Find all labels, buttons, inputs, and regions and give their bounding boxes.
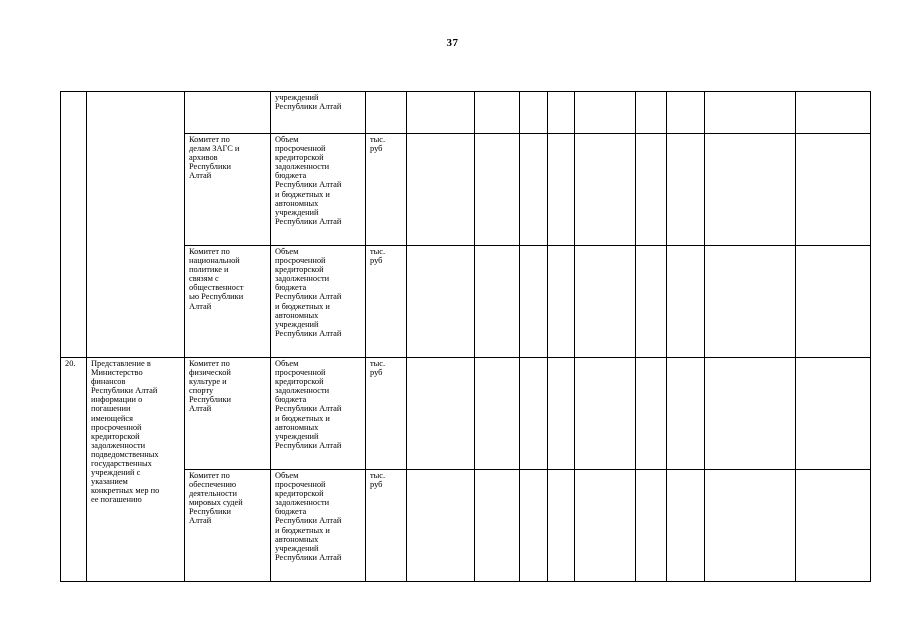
indicator-cell: Объем просроченной кредиторской задолженности бюджета Республики Алтай и бюджетных и автономных учреждений Республики Алтай	[271, 134, 366, 246]
event-cell	[87, 92, 185, 358]
value-cell	[636, 134, 667, 246]
page-number: 37	[446, 37, 459, 49]
value-cell	[520, 246, 548, 358]
value-cell	[475, 358, 520, 470]
value-cell	[475, 92, 520, 134]
value-cell	[575, 246, 636, 358]
unit-cell: тыс. руб	[366, 470, 407, 582]
unit-cell: тыс. руб	[366, 134, 407, 246]
unit-cell: тыс. руб	[366, 246, 407, 358]
value-cell	[796, 134, 871, 246]
value-cell	[575, 358, 636, 470]
executor-cell	[185, 92, 271, 134]
value-cell	[667, 134, 705, 246]
indicator-cell: Объем просроченной кредиторской задолженности бюджета Республики Алтай и бюджетных и автономных учреждений Республики Алтай	[271, 246, 366, 358]
executor-cell: Комитет по национальной политике и связям с общественност ью Республики Алтай	[185, 246, 271, 358]
value-cell	[548, 92, 575, 134]
value-cell	[705, 134, 796, 246]
value-cell	[407, 358, 475, 470]
value-cell	[796, 358, 871, 470]
value-cell	[575, 470, 636, 582]
value-cell	[475, 470, 520, 582]
value-cell	[705, 470, 796, 582]
value-cell	[796, 92, 871, 134]
value-cell	[407, 134, 475, 246]
unit-cell: тыс. руб	[366, 358, 407, 470]
executor-cell: Комитет по физической культуре и спорту Республики Алтай	[185, 358, 271, 470]
value-cell	[407, 92, 475, 134]
table-row	[61, 358, 871, 470]
value-cell	[667, 92, 705, 134]
value-cell	[636, 92, 667, 134]
value-cell	[548, 470, 575, 582]
value-cell	[548, 358, 575, 470]
value-cell	[796, 470, 871, 582]
value-cell	[520, 470, 548, 582]
value-cell	[520, 358, 548, 470]
value-cell	[575, 92, 636, 134]
value-cell	[667, 470, 705, 582]
value-cell	[475, 246, 520, 358]
executor-cell: Комитет по обеспечению деятельности мировых судей Республики Алтай	[185, 470, 271, 582]
value-cell	[636, 470, 667, 582]
table-row	[61, 92, 871, 134]
unit-cell	[366, 92, 407, 134]
value-cell	[407, 246, 475, 358]
value-cell	[705, 92, 796, 134]
value-cell	[548, 134, 575, 246]
row-number-cell: 20.	[61, 358, 87, 582]
value-cell	[667, 246, 705, 358]
value-cell	[705, 358, 796, 470]
value-cell	[796, 246, 871, 358]
value-cell	[705, 246, 796, 358]
value-cell	[520, 134, 548, 246]
value-cell	[636, 246, 667, 358]
executor-cell: Комитет по делам ЗАГС и архивов Республики Алтай	[185, 134, 271, 246]
value-cell	[636, 358, 667, 470]
value-cell	[548, 246, 575, 358]
value-cell	[475, 134, 520, 246]
plan-table	[60, 91, 871, 582]
row-number-cell	[61, 92, 87, 358]
indicator-cell: Объем просроченной кредиторской задолженности бюджета Республики Алтай и бюджетных и автономных учреждений Республики Алтай	[271, 358, 366, 470]
indicator-cell: учреждений Республики Алтай	[271, 92, 366, 134]
indicator-cell: Объем просроченной кредиторской задолженности бюджета Республики Алтай и бюджетных и автономных учреждений Республики Алтай	[271, 470, 366, 582]
value-cell	[407, 470, 475, 582]
value-cell	[667, 358, 705, 470]
event-cell: Представление в Министерство финансов Республики Алтай информации о погашении имеющейся просроченной кредиторской задолженности подведомственных государственных учреждений с указанием конкретных мер по ее погашению	[87, 358, 185, 582]
value-cell	[575, 134, 636, 246]
value-cell	[520, 92, 548, 134]
